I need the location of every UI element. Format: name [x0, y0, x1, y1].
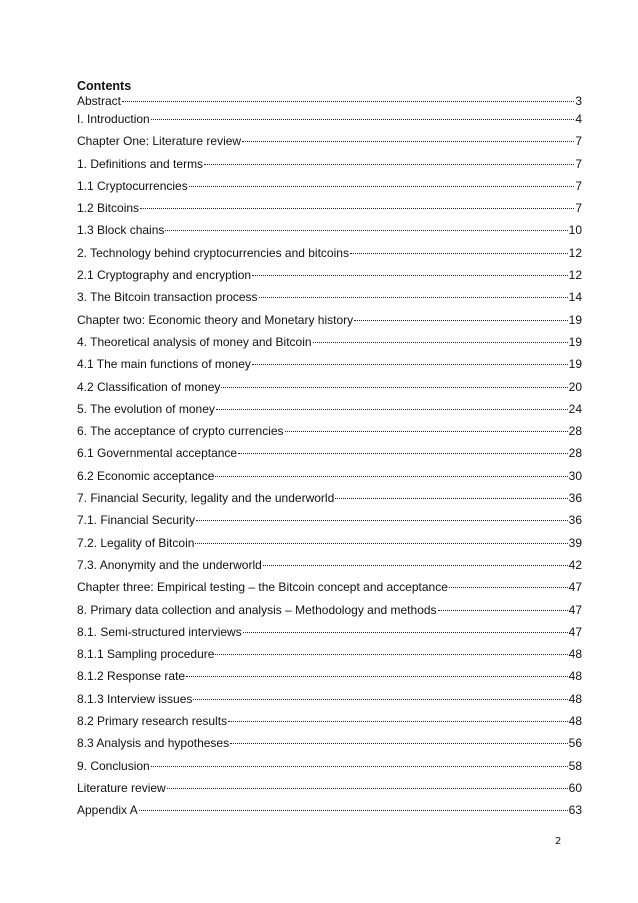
- dot-leader: [215, 476, 567, 477]
- toc-entry[interactable]: [77, 313, 582, 335]
- dot-leader: [139, 810, 568, 811]
- toc-entry-page: 56: [568, 736, 582, 751]
- dot-leader: [252, 275, 568, 276]
- toc-entry[interactable]: [77, 179, 582, 201]
- toc-entry[interactable]: [77, 380, 582, 402]
- dot-leader: [285, 431, 568, 432]
- toc-entry-page: 7: [575, 134, 582, 149]
- dot-leader: [151, 766, 568, 767]
- toc-entry-label: 4. Theoretical analysis of money and Bitcoin: [77, 334, 312, 349]
- toc-entry[interactable]: [77, 803, 582, 825]
- dot-leader: [228, 721, 568, 722]
- toc-entry[interactable]: [77, 781, 582, 803]
- toc-entry[interactable]: [77, 112, 582, 134]
- toc-entry[interactable]: [77, 692, 582, 714]
- dot-leader: [151, 119, 575, 120]
- dot-leader: [263, 565, 568, 566]
- toc-entry-label: 7.1. Financial Security: [77, 513, 196, 528]
- dot-leader: [193, 699, 567, 700]
- toc-entry[interactable]: [77, 714, 582, 736]
- toc-entry-label: 8.1.1 Sampling procedure: [77, 647, 215, 662]
- toc-entry[interactable]: [77, 134, 582, 156]
- toc-entry-label: Chapter three: Empirical testing – the Bitcoin concept and acceptance: [77, 580, 448, 595]
- toc-entry-label: Abstract: [77, 94, 122, 108]
- dot-leader: [350, 253, 568, 254]
- toc-entry-page: 20: [568, 379, 582, 394]
- toc-entry-page: 7: [575, 201, 582, 216]
- toc-entry-page: 12: [568, 245, 582, 260]
- toc-entry-page: 48: [568, 647, 582, 662]
- toc-entry-page: 48: [568, 669, 582, 684]
- toc-entry-page: 3: [575, 94, 582, 108]
- dot-leader: [354, 320, 568, 321]
- toc-entry-page: 60: [568, 780, 582, 795]
- toc-entry[interactable]: [77, 94, 582, 112]
- dot-leader: [243, 632, 568, 633]
- toc-entry-page: 36: [568, 491, 582, 506]
- toc-entry-page: 7: [575, 178, 582, 193]
- dot-leader: [186, 676, 568, 677]
- dot-leader: [167, 788, 568, 789]
- toc-entry-label: 9. Conclusion: [77, 758, 150, 773]
- toc-entry-page: 4: [575, 112, 582, 126]
- toc-entry[interactable]: [77, 446, 582, 468]
- toc-entry-label: 1.3 Block chains: [77, 223, 165, 238]
- toc-entry-label: 5. The evolution of money: [77, 401, 215, 416]
- toc-entry-label: 7.2. Legality of Bitcoin: [77, 535, 195, 550]
- toc-entry-page: 19: [568, 357, 582, 372]
- dot-leader: [449, 587, 568, 588]
- toc-entry[interactable]: [77, 335, 582, 357]
- table-of-contents: [77, 94, 582, 826]
- dot-leader: [215, 654, 567, 655]
- toc-entry-label: Chapter One: Literature review: [77, 134, 242, 149]
- toc-entry[interactable]: [77, 402, 582, 424]
- toc-entry-page: 19: [568, 334, 582, 349]
- toc-entry-label: 8.1. Semi-structured interviews: [77, 624, 242, 639]
- toc-entry-page: 24: [568, 401, 582, 416]
- dot-leader: [238, 453, 568, 454]
- toc-entry-label: 6.2 Economic acceptance: [77, 468, 215, 483]
- toc-entry-page: 58: [568, 758, 582, 773]
- toc-entry-page: 47: [568, 580, 582, 595]
- toc-entry[interactable]: [77, 268, 582, 290]
- toc-entry-label: 8.1.2 Response rate: [77, 669, 186, 684]
- dot-leader: [189, 186, 575, 187]
- dot-leader: [122, 101, 574, 102]
- toc-entry-page: 7: [575, 156, 582, 171]
- toc-entry[interactable]: [77, 223, 582, 245]
- toc-entry-label: 1.1 Cryptocurrencies: [77, 178, 188, 193]
- toc-entry-label: 1.2 Bitcoins: [77, 201, 140, 216]
- toc-entry[interactable]: [77, 580, 582, 602]
- toc-entry-label: 8.3 Analysis and hypotheses: [77, 736, 230, 751]
- toc-entry-label: Appendix A: [77, 803, 138, 818]
- dot-leader: [204, 164, 574, 165]
- dot-leader: [195, 543, 567, 544]
- toc-entry[interactable]: [77, 157, 582, 179]
- toc-entry-label: 6. The acceptance of crypto currencies: [77, 424, 284, 439]
- toc-entry-label: 2.1 Cryptography and encryption: [77, 268, 252, 283]
- toc-entry[interactable]: [77, 513, 582, 535]
- toc-entry[interactable]: [77, 736, 582, 758]
- toc-entry-page: 14: [568, 290, 582, 305]
- toc-entry[interactable]: [77, 201, 582, 223]
- dot-leader: [230, 743, 568, 744]
- toc-entry-label: 7.3. Anonymity and the underworld: [77, 557, 262, 572]
- toc-entry[interactable]: [77, 759, 582, 781]
- toc-entry-page: 28: [568, 446, 582, 461]
- toc-entry-label: I. Introduction: [77, 112, 150, 126]
- toc-entry-page: 12: [568, 268, 582, 283]
- toc-entry-label: 3. The Bitcoin transaction process: [77, 290, 258, 305]
- toc-entry-page: 19: [568, 312, 582, 327]
- toc-entry-label: 4.1 The main functions of money: [77, 357, 251, 372]
- toc-entry-label: 8. Primary data collection and analysis – Methodology and methods: [77, 602, 437, 617]
- dot-leader: [221, 387, 567, 388]
- toc-entry-page: 63: [568, 803, 582, 818]
- dot-leader: [196, 520, 568, 521]
- toc-entry-page: 42: [568, 557, 582, 572]
- toc-entry[interactable]: [77, 469, 582, 491]
- dot-leader: [140, 208, 574, 209]
- dot-leader: [242, 141, 574, 142]
- toc-entry-page: 48: [568, 714, 582, 729]
- toc-entry[interactable]: [77, 424, 582, 446]
- toc-entry[interactable]: [77, 246, 582, 268]
- toc-entry[interactable]: [77, 558, 582, 580]
- toc-entry-label: 2. Technology behind cryptocurrencies and bitcoins: [77, 245, 349, 260]
- toc-entry[interactable]: [77, 625, 582, 647]
- contents-heading: Contents: [77, 79, 132, 93]
- toc-entry-label: Chapter two: Economic theory and Monetary history: [77, 312, 354, 327]
- toc-entry[interactable]: [77, 669, 582, 691]
- dot-leader: [216, 409, 568, 410]
- page-number: 2: [555, 836, 562, 847]
- toc-entry-label: 4.2 Classification of money: [77, 379, 221, 394]
- toc-entry-page: 28: [568, 424, 582, 439]
- toc-entry-label: 1. Definitions and terms: [77, 156, 204, 171]
- dot-leader: [259, 297, 568, 298]
- toc-entry-page: 48: [568, 691, 582, 706]
- toc-entry-label: 8.2 Primary research results: [77, 714, 228, 729]
- toc-entry-page: 30: [568, 468, 582, 483]
- toc-entry[interactable]: [77, 290, 582, 312]
- toc-entry-page: 36: [568, 513, 582, 528]
- dot-leader: [335, 498, 567, 499]
- toc-entry-page: 10: [568, 223, 582, 238]
- toc-entry-label: 8.1.3 Interview issues: [77, 691, 193, 706]
- toc-entry-page: 47: [568, 602, 582, 617]
- toc-entry-label: 6.1 Governmental acceptance: [77, 446, 238, 461]
- toc-entry-page: 39: [568, 535, 582, 550]
- toc-entry-label: Literature review: [77, 780, 166, 795]
- toc-entry[interactable]: [77, 536, 582, 558]
- dot-leader: [165, 230, 567, 231]
- dot-leader: [252, 364, 568, 365]
- toc-entry[interactable]: [77, 357, 582, 379]
- dot-leader: [438, 610, 568, 611]
- toc-entry[interactable]: [77, 603, 582, 625]
- dot-leader: [313, 342, 568, 343]
- toc-entry-page: 47: [568, 624, 582, 639]
- toc-entry[interactable]: [77, 647, 582, 669]
- toc-entry[interactable]: [77, 491, 582, 513]
- toc-entry-label: 7. Financial Security, legality and the underworld: [77, 491, 335, 506]
